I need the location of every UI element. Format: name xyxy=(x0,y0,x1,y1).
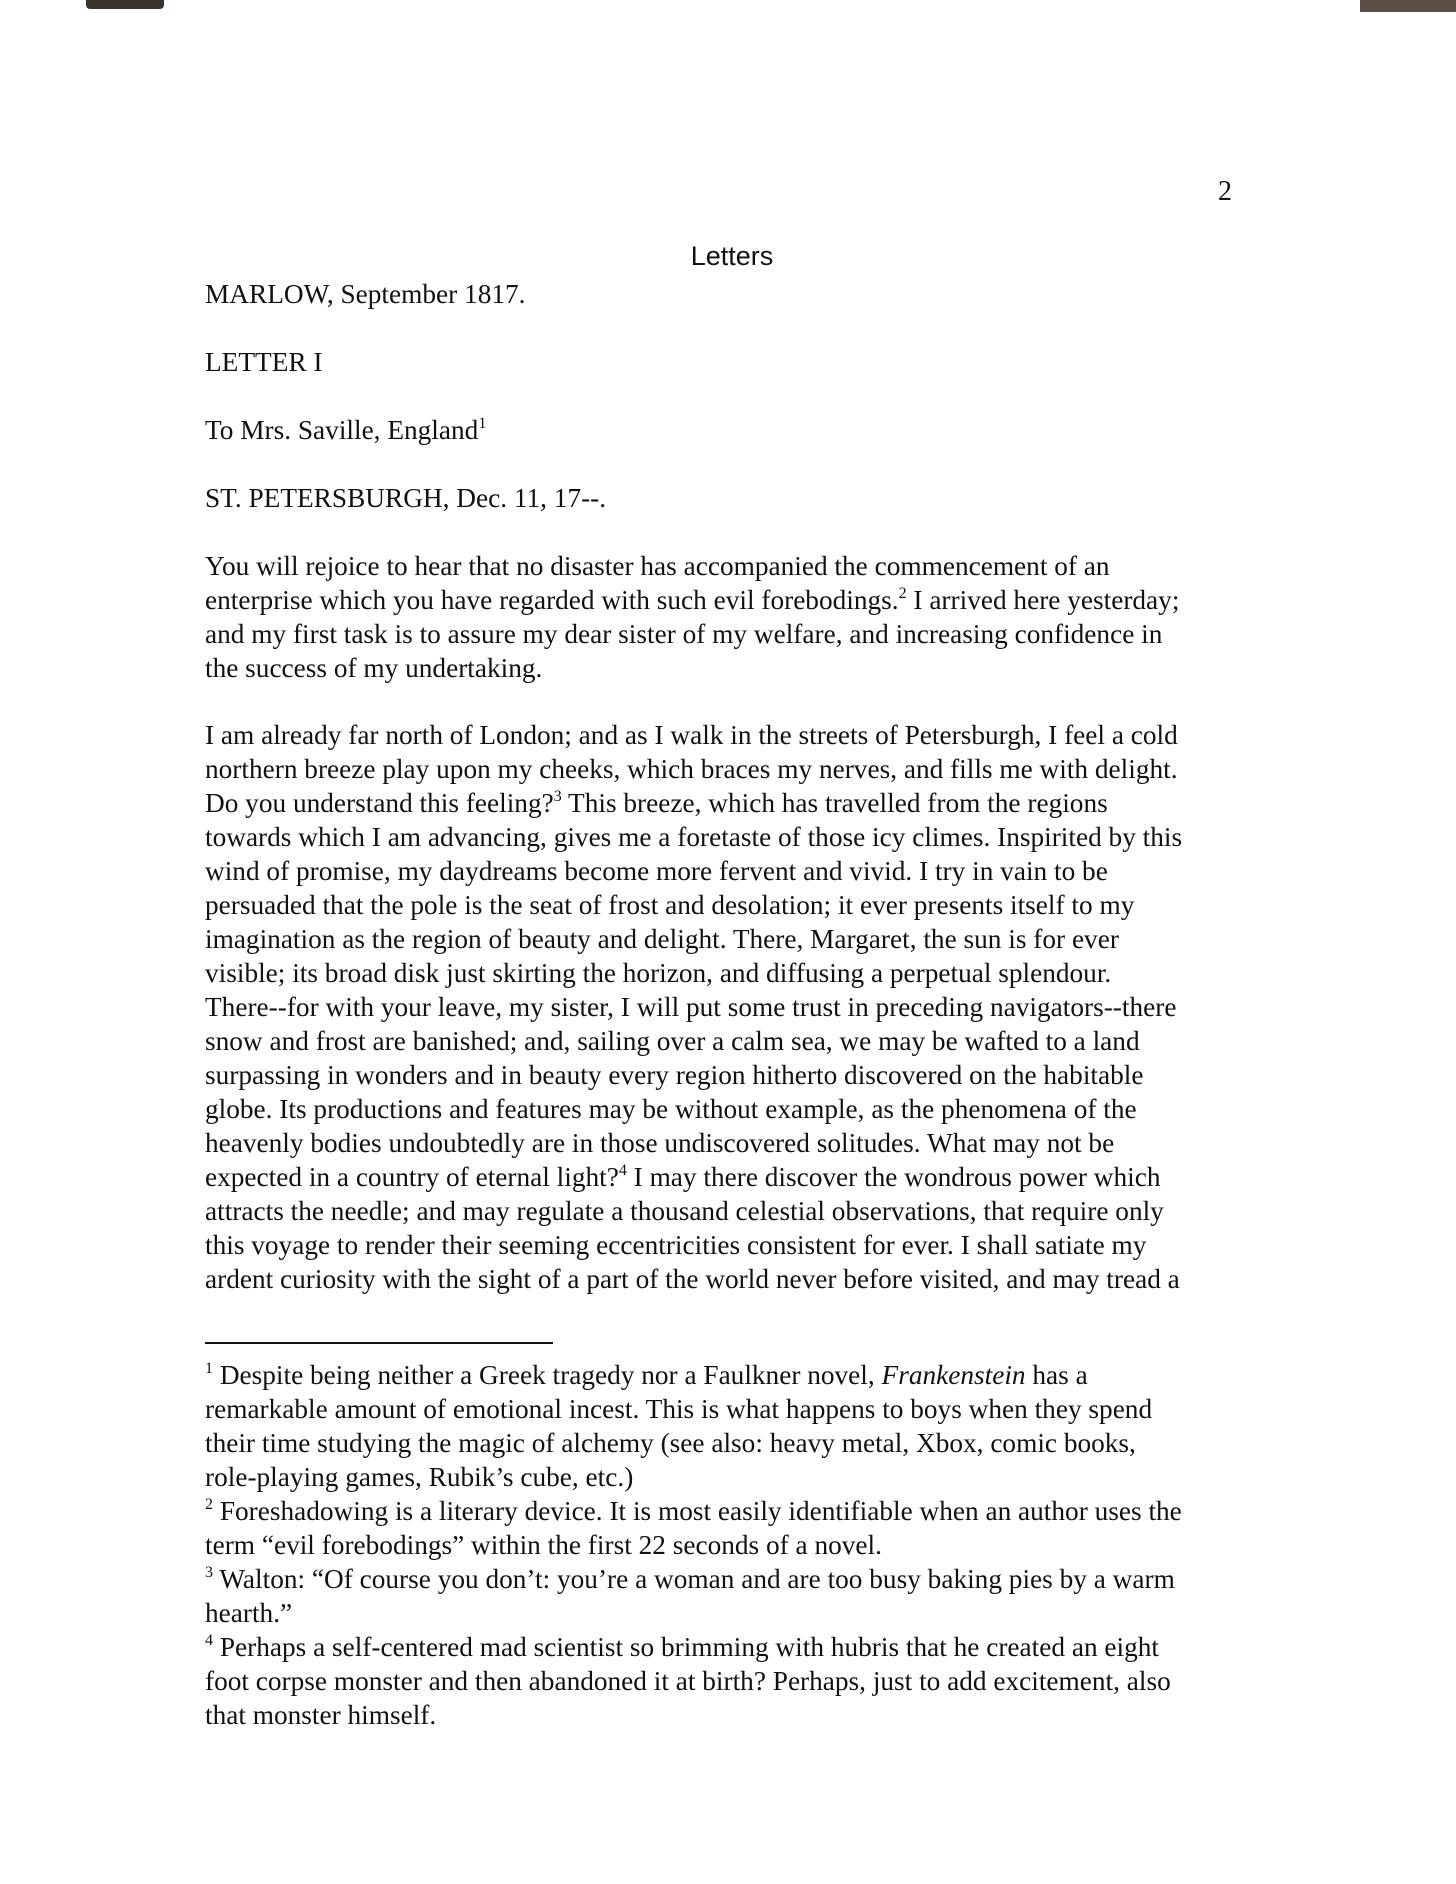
paragraph-line: globe. Its productions and features may be without example, as the phenomena of the xyxy=(205,1094,1137,1124)
recipient-text: To Mrs. Saville, England xyxy=(205,415,479,445)
scan-edge-mark-right xyxy=(1360,0,1456,12)
paragraph-line: expected in a country of eternal light?$^4$ I may there discover the wondrous power which xyxy=(205,1162,1161,1192)
paragraph-line: persuaded that the pole is the seat of frost and desolation; it ever presents itself to my xyxy=(205,890,1135,920)
paragraph-line: this voyage to render their seeming eccentricities consistent for ever. I shall satiate my xyxy=(205,1230,1147,1260)
footnote-ref-1: 1 xyxy=(478,415,487,432)
paragraph-line: northern breeze play upon my cheeks, which braces my nerves, and fills me with delight. xyxy=(205,754,1178,784)
paragraph-line: towards which I am advancing, gives me a foretaste of those icy climes. Inspirited by this xyxy=(205,822,1183,852)
paragraph-line: I am already far north of London; and as I walk in the streets of Petersburgh, I feel a cold xyxy=(205,720,1178,750)
footnote-number: 1 xyxy=(205,1360,213,1377)
footnote-1: $^1$ Despite being neither a Greek tragedy nor a Faulkner novel, Frankenstein has a remarkable amount of emotional incest. This is what happens to boys when they spend their time studying the magic of alchemy (see also: heavy metal, Xbox, comic books, role-playing games, Rubik’s cube, etc.) xyxy=(205,1360,1153,1492)
paragraph-line: enterprise which you have regarded with such evil forebodings.$^2$ I arrived here yesterday; xyxy=(205,585,1180,615)
footnote-ref-4: 4 xyxy=(618,1162,627,1179)
paragraph-line: visible; its broad disk just skirting the horizon, and diffusing a perpetual splendour. xyxy=(205,958,1112,988)
paragraph-2 xyxy=(205,718,1245,1296)
paragraph-line: You will rejoice to hear that no disaster has accompanied the commencement of an xyxy=(205,551,1110,581)
footnote-number: 3 xyxy=(205,1564,213,1581)
paragraph-line: ardent curiosity with the sight of a part of the world never before visited, and may tread a xyxy=(205,1264,1180,1294)
recipient-line xyxy=(205,413,1245,447)
footnote-number: 2 xyxy=(205,1496,213,1513)
footnote-3: $^3$ Walton: “Of course you don’t: you’re a woman and are too busy baking pies by a warm hearth.” xyxy=(205,1564,1175,1628)
paragraph-1 xyxy=(205,549,1245,685)
footnotes xyxy=(205,1358,1245,1732)
paragraph-line: snow and frost are banished; and, sailing over a calm sea, we may be wafted to a land xyxy=(205,1026,1140,1056)
footnote-divider xyxy=(205,1342,553,1344)
paragraph-line: imagination as the region of beauty and delight. There, Margaret, the sun is for ever xyxy=(205,924,1119,954)
paragraph-line: heavenly bodies undoubtedly are in those undiscovered solitudes. What may not be xyxy=(205,1128,1115,1158)
place-date-line: ST. PETERSBURGH, Dec. 11, 17--. xyxy=(205,483,607,513)
paragraph-line: attracts the needle; and may regulate a thousand celestial observations, that require only xyxy=(205,1196,1164,1226)
footnote-number: 4 xyxy=(205,1632,213,1649)
paragraph-line: the success of my undertaking. xyxy=(205,653,543,683)
dateline: MARLOW, September 1817. xyxy=(205,279,526,309)
footnote-2: $^2$ Foreshadowing is a literary device. It is most easily identifiable when an author uses the term “evil forebodings” within the first 22 seconds of a novel. xyxy=(205,1496,1182,1560)
paragraph-line: Do you understand this feeling?$^3$ This breeze, which has travelled from the regions xyxy=(205,788,1108,818)
footnote-4: $^4$ Perhaps a self-centered mad scientist so brimming with hubris that he created an eight foot corpse monster and then abandoned it at birth? Perhaps, just to add excitement, also that monster himself. xyxy=(205,1632,1171,1730)
page-number: 2 xyxy=(1218,176,1232,207)
paragraph-line: surpassing in wonders and in beauty every region hitherto discovered on the habitable xyxy=(205,1060,1144,1090)
paragraph-line: and my first task is to assure my dear sister of my welfare, and increasing confidence in xyxy=(205,619,1163,649)
letter-title: LETTER I xyxy=(205,347,323,377)
footnote-ref-3: 3 xyxy=(553,788,562,805)
footnote-ref-2: 2 xyxy=(898,585,907,602)
document-heading: Letters xyxy=(690,241,774,271)
scan-edge-mark-left xyxy=(86,0,164,9)
book-title: Frankenstein xyxy=(881,1360,1026,1390)
paragraph-line: wind of promise, my daydreams become more fervent and vivid. I try in vain to be xyxy=(205,856,1108,886)
paragraph-line: There--for with your leave, my sister, I will put some trust in preceding navigators--there xyxy=(205,992,1177,1022)
